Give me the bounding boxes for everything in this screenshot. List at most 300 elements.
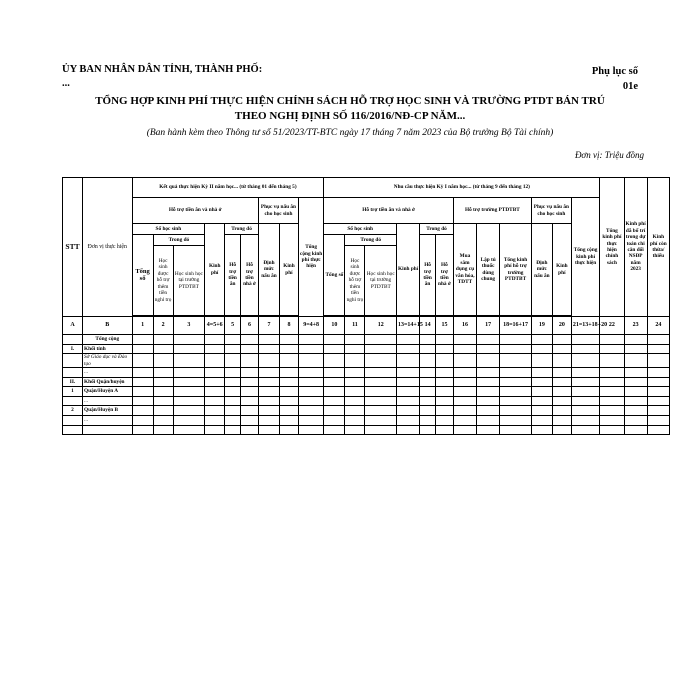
value-cell [624, 377, 647, 387]
value-cell [624, 344, 647, 354]
value-cell [397, 396, 420, 406]
value-cell [153, 406, 173, 416]
value-cell [205, 415, 225, 425]
value-cell [435, 415, 453, 425]
value-cell [397, 335, 420, 345]
col-ho-tro-nha-o-6: Hỗ trợ tiền nhà ở [241, 235, 259, 316]
table-row [63, 377, 670, 387]
col-tong-so-1: Tổng số [132, 235, 153, 316]
value-cell [531, 425, 552, 435]
value-cell [298, 387, 323, 397]
value-cell [324, 415, 345, 425]
value-cell [365, 425, 397, 435]
row-stt: I. [63, 344, 83, 354]
value-cell [241, 335, 259, 345]
table-row [63, 425, 670, 435]
row-stt: II. [63, 377, 83, 387]
value-cell [647, 344, 669, 354]
value-cell [397, 387, 420, 397]
value-cell [500, 377, 532, 387]
value-cell [153, 377, 173, 387]
group-ket-qua: Kết quả thực hiện Kỳ II năm học... (từ tháng 01 đến tháng 5) [132, 178, 324, 198]
value-cell [365, 387, 397, 397]
col-ho-tro-nha-o-15: Hỗ trợ tiền nhà ở [435, 235, 453, 316]
row-label [83, 425, 133, 435]
value-cell [453, 396, 476, 406]
row-label: Khối tỉnh [83, 344, 133, 354]
value-cell [279, 396, 298, 406]
value-cell [453, 387, 476, 397]
value-cell [205, 406, 225, 416]
value-cell [258, 387, 279, 397]
col-dinh-muc-19: Định mức nấu ăn [531, 224, 552, 316]
value-cell [173, 368, 205, 378]
row-stt [63, 335, 83, 345]
value-cell [225, 387, 241, 397]
value-cell [477, 396, 500, 406]
value-cell [453, 425, 476, 435]
value-cell [552, 406, 571, 416]
value-cell [531, 377, 552, 387]
value-cell [500, 415, 532, 425]
value-cell [397, 344, 420, 354]
value-cell [173, 406, 205, 416]
value-cell [571, 377, 599, 387]
index-cell: 24 [647, 317, 669, 335]
value-cell [153, 368, 173, 378]
agency-name: ỦY BAN NHÂN DÂN TỈNH, THÀNH PHỐ: [62, 64, 263, 75]
row-label: ... [83, 415, 133, 425]
row-label: Tổng cộng [83, 335, 133, 345]
value-cell [225, 425, 241, 435]
value-cell [345, 396, 365, 406]
value-cell [365, 335, 397, 345]
value-cell [552, 335, 571, 345]
value-cell [600, 368, 624, 378]
value-cell [345, 377, 365, 387]
index-cell: 9=4+8 [298, 317, 323, 335]
value-cell [324, 354, 345, 368]
value-cell [600, 335, 624, 345]
value-cell [647, 406, 669, 416]
value-cell [279, 415, 298, 425]
value-cell [132, 425, 153, 435]
value-cell [298, 354, 323, 368]
row-label: Khối Quận/huyện [83, 377, 133, 387]
value-cell [153, 425, 173, 435]
col-kinh-phi-13: Kinh phí [397, 224, 420, 316]
table-row [63, 335, 670, 345]
value-cell [571, 396, 599, 406]
value-cell [345, 415, 365, 425]
value-cell [241, 387, 259, 397]
value-cell [453, 354, 476, 368]
value-cell [153, 335, 173, 345]
value-cell [477, 344, 500, 354]
value-cell [132, 368, 153, 378]
value-cell [453, 368, 476, 378]
col-tong-kp-chinh-sach: Tổng kinh phí thực hiện chính sách [600, 178, 624, 317]
value-cell [500, 396, 532, 406]
value-cell [531, 335, 552, 345]
index-cell: 12 [365, 317, 397, 335]
col-ho-tro-tien-an-5: Hỗ trợ tiền ăn [225, 235, 241, 316]
col-hs-hoc-tai-3: Học sinh học tại trường PTDTBT [173, 246, 205, 316]
value-cell [600, 425, 624, 435]
value-cell [279, 368, 298, 378]
value-cell [132, 344, 153, 354]
value-cell [624, 415, 647, 425]
title-line-1: TỔNG HỢP KINH PHÍ THỰC HIỆN CHÍNH SÁCH HỖ TRỢ HỌC SINH VÀ TRƯỜNG PTDT BÁN TRÚ [95, 95, 605, 107]
index-cell: 11 [345, 317, 365, 335]
index-cell: 15 [435, 317, 453, 335]
value-cell [500, 425, 532, 435]
value-cell [345, 335, 365, 345]
value-cell [298, 396, 323, 406]
index-cell: 19 [531, 317, 552, 335]
value-cell [531, 387, 552, 397]
document-title [60, 94, 640, 124]
value-cell [225, 368, 241, 378]
table-row [63, 354, 670, 368]
value-cell [132, 354, 153, 368]
value-cell [279, 354, 298, 368]
value-cell [624, 335, 647, 345]
value-cell [241, 406, 259, 416]
value-cell [279, 387, 298, 397]
row-stt [63, 354, 83, 368]
value-cell [397, 377, 420, 387]
value-cell [132, 415, 153, 425]
value-cell [345, 425, 365, 435]
index-cell: A [63, 317, 83, 335]
value-cell [435, 396, 453, 406]
index-cell: B [83, 317, 133, 335]
value-cell [132, 335, 153, 345]
index-cell: 1 [132, 317, 153, 335]
col-kp-da-bo-tri: Kinh phí đã bố trí trong dự toán chi cân đối NSĐP năm 2023 [624, 178, 647, 317]
value-cell [500, 344, 532, 354]
group-nhu-cau: Nhu cầu thực hiện Kỳ I năm học... (từ tháng 9 đến tháng 12) [324, 178, 600, 198]
col-mua-sam: Mua sắm dụng cụ văn hóa, TDTT [453, 224, 476, 316]
index-cell: 21=13+18+20 [571, 317, 599, 335]
col-tong-cong-kp: Tổng cộng kinh phí thực hiện [298, 198, 323, 317]
value-cell [324, 335, 345, 345]
value-cell [571, 406, 599, 416]
value-cell [153, 396, 173, 406]
index-cell: 3 [173, 317, 205, 335]
value-cell [647, 396, 669, 406]
value-cell [132, 377, 153, 387]
value-cell [397, 354, 420, 368]
value-cell [258, 368, 279, 378]
value-cell [600, 387, 624, 397]
group-trong-do-a: Trong đó [225, 224, 259, 235]
value-cell [241, 415, 259, 425]
value-cell [258, 377, 279, 387]
value-cell [500, 368, 532, 378]
value-cell [420, 368, 436, 378]
value-cell [345, 354, 365, 368]
value-cell [477, 368, 500, 378]
col-kinh-phi-4: Kinh phí [205, 224, 225, 316]
value-cell [500, 354, 532, 368]
value-cell [258, 396, 279, 406]
value-cell [258, 425, 279, 435]
value-cell [420, 377, 436, 387]
group-phuc-vu: Phục vụ nấu ăn cho học sinh [258, 198, 298, 224]
value-cell [365, 406, 397, 416]
table-row [63, 387, 670, 397]
value-cell [571, 425, 599, 435]
value-cell [477, 335, 500, 345]
value-cell [225, 415, 241, 425]
col-tong-so-10: Tổng số [324, 235, 345, 316]
value-cell [279, 377, 298, 387]
value-cell [420, 396, 436, 406]
value-cell [258, 406, 279, 416]
value-cell [258, 335, 279, 345]
value-cell [324, 387, 345, 397]
group-ho-tro-truong: Hỗ trợ trường PTDTBT [453, 198, 531, 224]
summary-table [62, 177, 670, 435]
value-cell [552, 396, 571, 406]
value-cell [205, 354, 225, 368]
value-cell [435, 377, 453, 387]
col-stt: STT [63, 178, 83, 317]
index-cell: 23 [624, 317, 647, 335]
value-cell [500, 387, 532, 397]
row-stt [63, 415, 83, 425]
index-cell: 13=14+15 [397, 317, 420, 335]
value-cell [397, 406, 420, 416]
value-cell [477, 406, 500, 416]
value-cell [173, 396, 205, 406]
value-cell [571, 387, 599, 397]
group-ho-tro-tien-an: Hỗ trợ tiền ăn và nhà ở [132, 198, 258, 224]
value-cell [571, 415, 599, 425]
value-cell [205, 396, 225, 406]
value-cell [205, 387, 225, 397]
value-cell [624, 396, 647, 406]
row-label: Quận/Huyện B [83, 406, 133, 416]
value-cell [420, 406, 436, 416]
index-cell: 16 [453, 317, 476, 335]
col-kinh-phi-8: Kinh phí [279, 224, 298, 316]
value-cell [258, 415, 279, 425]
group-so-hoc-sinh: Số học sinh [132, 224, 205, 235]
value-cell [173, 415, 205, 425]
index-cell: 5 [225, 317, 241, 335]
value-cell [225, 377, 241, 387]
group-so-hoc-sinh-2: Số học sinh [324, 224, 397, 235]
value-cell [258, 344, 279, 354]
value-cell [225, 396, 241, 406]
value-cell [173, 425, 205, 435]
col-dinh-muc-7: Định mức nấu ăn [258, 224, 279, 316]
value-cell [453, 415, 476, 425]
value-cell [241, 344, 259, 354]
value-cell [477, 387, 500, 397]
value-cell [153, 415, 173, 425]
group-phuc-vu-2: Phục vụ nấu ăn cho học sinh [531, 198, 571, 224]
value-cell [345, 368, 365, 378]
value-cell [624, 368, 647, 378]
value-cell [477, 377, 500, 387]
value-cell [600, 406, 624, 416]
value-cell [397, 425, 420, 435]
group-trong-do-b: Trong đó [420, 224, 454, 235]
column-index-row [63, 317, 670, 335]
value-cell [258, 354, 279, 368]
value-cell [279, 335, 298, 345]
index-cell: 2 [153, 317, 173, 335]
value-cell [552, 354, 571, 368]
value-cell [435, 335, 453, 345]
title-line-2: THEO NGHỊ ĐỊNH SỐ 116/2016/NĐ-CP NĂM... [234, 110, 466, 122]
index-cell: 14 [420, 317, 436, 335]
row-label: Sở Giáo dục và Đào tạo [83, 354, 133, 368]
value-cell [531, 344, 552, 354]
value-cell [624, 406, 647, 416]
value-cell [298, 406, 323, 416]
value-cell [345, 387, 365, 397]
value-cell [600, 415, 624, 425]
index-cell: 4=5+6 [205, 317, 225, 335]
index-cell: 10 [324, 317, 345, 335]
value-cell [552, 387, 571, 397]
value-cell [600, 344, 624, 354]
value-cell [624, 354, 647, 368]
col-ho-tro-tien-an-14: Hỗ trợ tiền ăn [420, 235, 436, 316]
value-cell [531, 368, 552, 378]
value-cell [225, 344, 241, 354]
value-cell [298, 368, 323, 378]
group-trong-do-c: Trong đó [153, 235, 205, 246]
value-cell [647, 354, 669, 368]
value-cell [324, 425, 345, 435]
row-label: ... [83, 368, 133, 378]
index-cell: 8 [279, 317, 298, 335]
row-label: ... [83, 396, 133, 406]
row-stt [63, 425, 83, 435]
row-stt: 2 [63, 406, 83, 416]
value-cell [365, 368, 397, 378]
table-row [63, 406, 670, 416]
value-cell [552, 368, 571, 378]
value-cell [173, 377, 205, 387]
value-cell [453, 406, 476, 416]
value-cell [624, 425, 647, 435]
value-cell [345, 406, 365, 416]
value-cell [205, 425, 225, 435]
value-cell [500, 335, 532, 345]
value-cell [241, 354, 259, 368]
value-cell [435, 354, 453, 368]
table-body [63, 335, 670, 435]
value-cell [365, 396, 397, 406]
index-cell: 22 [600, 317, 624, 335]
index-cell: 18=16+17 [500, 317, 532, 335]
unit-label: Đơn vị: Triệu đồng [574, 150, 644, 160]
value-cell [453, 344, 476, 354]
col-kp-con-thua: Kinh phí còn thừa/ thiếu [647, 178, 669, 317]
value-cell [647, 425, 669, 435]
value-cell [324, 368, 345, 378]
value-cell [647, 415, 669, 425]
table-row [63, 344, 670, 354]
value-cell [298, 377, 323, 387]
value-cell [571, 335, 599, 345]
value-cell [420, 425, 436, 435]
value-cell [279, 425, 298, 435]
value-cell [531, 354, 552, 368]
document-subtitle: (Ban hành kèm theo Thông tư số 51/2023/TT-BTC ngày 17 tháng 7 năm 2023 của Bộ trưởng Bộ Tài chính) [146, 128, 554, 138]
group-ho-tro-tien-an-2: Hỗ trợ tiền ăn và nhà ở [324, 198, 454, 224]
value-cell [647, 335, 669, 345]
value-cell [600, 396, 624, 406]
value-cell [173, 335, 205, 345]
value-cell [420, 354, 436, 368]
value-cell [435, 344, 453, 354]
value-cell [435, 425, 453, 435]
value-cell [477, 425, 500, 435]
value-cell [552, 377, 571, 387]
value-cell [531, 396, 552, 406]
value-cell [298, 335, 323, 345]
col-don-vi: Đơn vị thực hiện [83, 178, 133, 317]
value-cell [225, 406, 241, 416]
value-cell [647, 368, 669, 378]
value-cell [298, 415, 323, 425]
value-cell [241, 377, 259, 387]
value-cell [132, 387, 153, 397]
appendix-code: 01e [622, 81, 638, 92]
value-cell [531, 406, 552, 416]
row-label: Quận/Huyện A [83, 387, 133, 397]
value-cell [435, 387, 453, 397]
value-cell [241, 425, 259, 435]
table-row [63, 368, 670, 378]
value-cell [435, 368, 453, 378]
value-cell [279, 344, 298, 354]
value-cell [453, 377, 476, 387]
value-cell [279, 406, 298, 416]
value-cell [225, 335, 241, 345]
value-cell [477, 415, 500, 425]
index-cell: 17 [477, 317, 500, 335]
row-stt [63, 396, 83, 406]
value-cell [153, 344, 173, 354]
value-cell [647, 377, 669, 387]
value-cell [420, 415, 436, 425]
value-cell [552, 415, 571, 425]
value-cell [500, 406, 532, 416]
value-cell [435, 406, 453, 416]
index-cell: 7 [258, 317, 279, 335]
agency-name-continued: ... [62, 78, 70, 89]
value-cell [571, 344, 599, 354]
value-cell [600, 354, 624, 368]
value-cell [600, 377, 624, 387]
col-hs-nghi-tro-11: Học sinh được hỗ trợ thêm tiền nghỉ trọ [345, 246, 365, 316]
value-cell [173, 354, 205, 368]
col-lap-tu: Lập tủ thuốc dùng chung [477, 224, 500, 316]
value-cell [531, 415, 552, 425]
value-cell [453, 335, 476, 345]
value-cell [241, 396, 259, 406]
value-cell [365, 354, 397, 368]
